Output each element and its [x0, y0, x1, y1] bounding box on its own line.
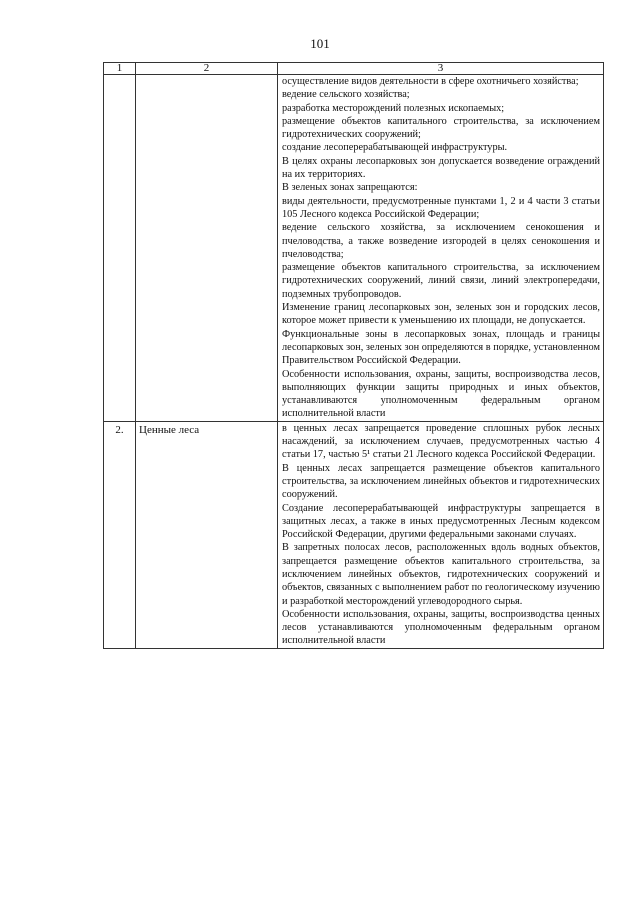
regulation-paragraph: размещение объектов капитального строительства, за исключением гидротехнических сооружений, линий связи, линий электропередачи, подземных трубопроводов. [282, 262, 600, 300]
table-row [104, 75, 604, 422]
column-header: 3 [278, 63, 604, 75]
regulation-text [278, 75, 604, 422]
regulation-paragraph: В ценных лесах запрещается размещение объектов капитального строительства, за исключением линейных объектов и гидротехнических сооружений. [282, 462, 600, 501]
regulation-paragraph: разработка месторождений полезных ископаемых; [282, 102, 505, 114]
page-number: 101 [310, 36, 330, 51]
regulation-paragraph: ведение сельского хозяйства, за исключением сенокошения и пчеловодства, а также возведение изгородей в целях сенокошения и пчеловодства; [282, 222, 600, 260]
column-header: 2 [136, 63, 278, 75]
forest-regulation-table [103, 62, 604, 649]
row-number: 2. [104, 421, 136, 648]
regulation-paragraph: Функциональные зоны в лесопарковых зонах, площадь и границы лесопарковых зон, зеленых зон определяются в порядке, установленном Правительством Российской Федерации. [282, 328, 600, 367]
table-header-row [104, 63, 604, 75]
regulation-paragraph: в ценных лесах запрещается проведение сплошных рубок лесных насаждений, за исключением случаев, предусмотренных частью 4 статьи 17, частью 5¹ статьи 21 Лесного кодекса Российской Федерации. [282, 422, 600, 461]
regulation-paragraph: осуществление видов деятельности в сфере охотничьего хозяйства; [282, 76, 579, 87]
regulation-paragraph: В зеленых зонах запрещаются: [282, 182, 418, 194]
regulation-paragraph: размещение объектов капитального строительства, за исключением гидротехнических сооружений; [282, 115, 600, 141]
forest-category [136, 75, 278, 422]
regulation-paragraph: Особенности использования, охраны, защиты, воспроизводства ценных лесов устанавливаются уполномоченным федеральным органом исполнительной власти [282, 608, 600, 647]
regulation-paragraph: В целях охраны лесопарковых зон допускается возведение ограждений на их территориях. [282, 155, 600, 181]
regulation-paragraph: Создание лесоперерабатывающей инфраструктуры запрещается в защитных лесах, а также в иных предусмотренных Лесным кодексом Российской Федерации, другими федеральными законами случаях. [282, 502, 600, 541]
regulation-paragraph: Особенности использования, охраны, защиты, воспроизводства лесов, выполняющих функции защиты природных и иных объектов, устанавливаются уполномоченным федеральным органом исполнительной власти [282, 368, 600, 420]
forest-category: Ценные леса [136, 421, 278, 648]
regulation-paragraph: ведение сельского хозяйства; [282, 89, 410, 101]
table-row [104, 421, 604, 648]
regulation-paragraph: создание лесоперерабатывающей инфраструктуры. [282, 142, 508, 154]
regulation-paragraph: Изменение границ лесопарковых зон, зеленых зон и городских лесов, которое может привести к уменьшению их площади, не допускается. [282, 302, 600, 327]
regulation-paragraph: виды деятельности, предусмотренные пунктами 1, 2 и 4 части 3 статьи 105 Лесного кодекса Российской Федерации; [282, 195, 600, 220]
regulation-paragraph: В запретных полосах лесов, расположенных вдоль водных объектов, запрещается размещение объектов капитального строительства, за исключением линейных объектов, гидротехнических сооружений и объектов, связанных с выполнением работ по геологическому изучению и разработкой месторождений углеводородного сырья. [282, 542, 600, 607]
regulation-text [278, 421, 604, 648]
row-number [104, 75, 136, 422]
column-header: 1 [104, 63, 136, 75]
